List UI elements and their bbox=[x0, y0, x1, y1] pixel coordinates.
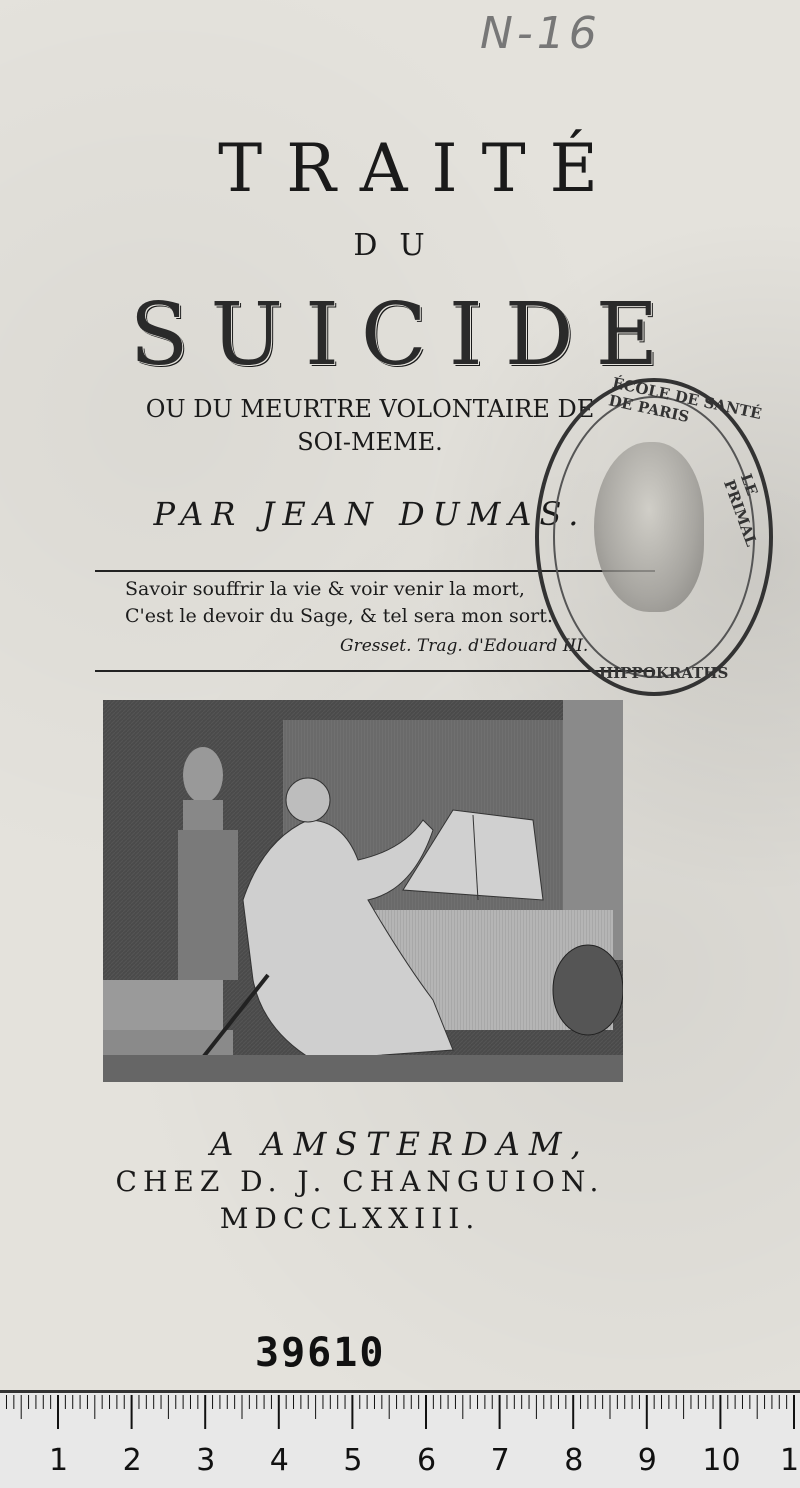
stamp-text-top: ÉCOLE DE SANTÉ DE PARIS bbox=[607, 373, 764, 426]
ruler-label: 1 bbox=[780, 1443, 800, 1478]
engraving-illustration bbox=[103, 700, 623, 1082]
ruler-label: 1 bbox=[49, 1443, 69, 1478]
ruler-label: 3 bbox=[196, 1443, 216, 1478]
library-stamp bbox=[535, 373, 773, 696]
ruler-label: 4 bbox=[269, 1443, 289, 1478]
imprint-city: A AMSTERDAM, bbox=[210, 1125, 590, 1163]
measuring-ruler bbox=[0, 1390, 800, 1488]
shelfmark: N-16 bbox=[480, 8, 601, 59]
title-line-1: TRAITÉ bbox=[218, 130, 622, 207]
accession-number: 39610 bbox=[255, 1330, 386, 1376]
epigraph-attribution: Gresset. Trag. d'Edouard III. bbox=[340, 636, 589, 656]
stamp-text-bottom: HIPPOKRATHS bbox=[599, 664, 729, 682]
frontispiece-engraving bbox=[103, 700, 623, 1082]
stamp-portrait bbox=[594, 442, 704, 612]
subtitle-line-2: SOI-MEME. bbox=[297, 428, 443, 456]
ruler-label: 8 bbox=[564, 1443, 584, 1478]
epigraph-line-2: C'est le devoir du Sage, & tel sera mon sort. bbox=[125, 605, 553, 627]
imprint-year: MDCCLXXIII. bbox=[219, 1202, 481, 1235]
ruler-label: 9 bbox=[637, 1443, 657, 1478]
epigraph-rule-bottom bbox=[95, 670, 655, 672]
title-line-3: SUICIDE bbox=[129, 285, 681, 385]
stamp-text-right: LE PRIMAL bbox=[719, 471, 762, 549]
subtitle-line-1: OU DU MEURTRE VOLONTAIRE DE bbox=[145, 395, 595, 423]
ruler-label: 10 bbox=[702, 1443, 741, 1478]
title-line-2: DU bbox=[353, 228, 447, 263]
author-line: PAR JEAN DUMAS. bbox=[153, 495, 587, 533]
ruler-label: 2 bbox=[122, 1443, 142, 1478]
ruler-label: 5 bbox=[343, 1443, 363, 1478]
ruler-ticks bbox=[0, 1393, 800, 1443]
epigraph-line-1: Savoir souffrir la vie & voir venir la mort, bbox=[125, 578, 525, 600]
imprint-publisher: CHEZ D. J. CHANGUION. bbox=[115, 1165, 605, 1198]
ruler-label: 6 bbox=[417, 1443, 437, 1478]
ruler-label: 7 bbox=[490, 1443, 510, 1478]
